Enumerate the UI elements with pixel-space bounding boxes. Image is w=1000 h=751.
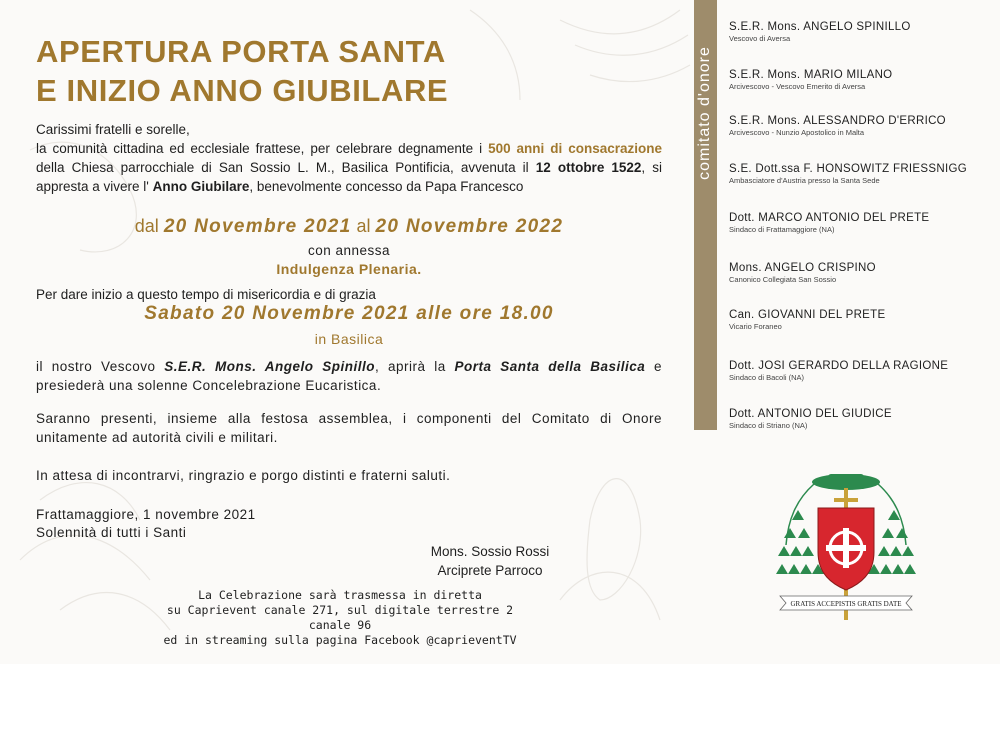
intro-highlight-date: 12 ottobre 1522 (535, 160, 642, 175)
motto-text: GRATIS ACCEPISTIS GRATIS DATE (790, 600, 902, 608)
broadcast-line-1: La Celebrazione sarà trasmessa in diretta (198, 588, 482, 602)
period-end: 20 Novembre 2022 (375, 216, 564, 237)
page-title (36, 32, 448, 110)
member-role: Arcivescovo - Nunzio Apostolico in Malta (729, 128, 865, 137)
committee-member (729, 407, 994, 431)
period-start: 20 Novembre 2021 (163, 216, 352, 237)
intro-text-c: della Chiesa parrocchiale di San Sossio L. M., Basilica Pontificia, avvenuta il (36, 160, 536, 175)
title-line-1: APERTURA PORTA SANTA (36, 34, 446, 69)
intro-highlight-jubilee: Anno Giubilare (152, 179, 250, 194)
broadcast-line-2: su Caprievent canale 271, sul digitale terrestre 2 canale 96 (166, 603, 514, 632)
intro-text-e: , si appresta a vivere l' (36, 160, 662, 194)
member-role: Canonico Collegiata San Sossio (729, 275, 837, 284)
intro-paragraph (36, 120, 662, 196)
committee-label-box (694, 18, 717, 208)
committee-member (729, 114, 994, 138)
member-role: Vicario Foraneo (729, 322, 782, 331)
committee-member (729, 68, 994, 92)
member-role: Sindaco di Frattamaggiore (NA) (729, 225, 835, 234)
broadcast-notice (150, 588, 530, 648)
title-line-2: E INIZIO ANNO GIUBILARE (36, 73, 449, 108)
member-role: Arcivescovo - Vescovo Emerito di Aversa (729, 82, 866, 91)
member-name: S.E.R. Mons. MARIO MILANO (729, 69, 893, 81)
member-role: Sindaco di Bacoli (NA) (729, 373, 805, 382)
member-role: Ambasciatore d'Austria presso la Santa Sede (729, 176, 880, 185)
committee-member (729, 359, 994, 383)
period-dal: dal (134, 216, 164, 236)
galero-hat (812, 474, 880, 490)
signature-block (400, 542, 580, 580)
member-name: Dott. MARCO ANTONIO DEL PRETE (729, 212, 930, 224)
presence-paragraph: Saranno presenti, insieme alla festosa assemblea, i componenti del Comitato di Onore unitamente ad autorità civili e militari. (36, 411, 662, 445)
bishop-name: S.E.R. Mons. Angelo Spinillo (164, 359, 375, 374)
member-name: Dott. ANTONIO DEL GIUDICE (729, 408, 892, 420)
committee-member (729, 162, 994, 186)
opening-place: in Basilica (314, 331, 384, 347)
holy-door-text: Porta Santa della Basilica (454, 359, 646, 374)
period-al: al (351, 216, 376, 236)
member-name: S.E.R. Mons. ALESSANDRO D'ERRICO (729, 115, 946, 127)
bishop-paragraph (36, 357, 662, 395)
broadcast-line-3: ed in streaming sulla pagina Facebook @caprieventTV (163, 633, 517, 647)
member-name: Mons. ANGELO CRISPINO (729, 262, 876, 274)
episcopal-coat-of-arms (776, 470, 916, 630)
intro-highlight-anniversary: 500 anni di consacrazione (488, 141, 662, 156)
committee-member (729, 261, 994, 285)
motto-ribbon (780, 596, 912, 610)
member-name: S.E. Dott.ssa F. HONSOWITZ FRIESSNIGG (729, 163, 967, 175)
committee-member (729, 308, 994, 332)
intro-text-a: la comunità cittadina ed ecclesiale frattese, per celebrare degnamente i (36, 141, 489, 156)
solemnity: Solennità di tutti i Santi (36, 525, 187, 540)
shield (818, 508, 874, 590)
member-role: Vescovo di Aversa (729, 34, 791, 43)
place-date: Frattamaggiore, 1 novembre 2021 (36, 507, 256, 522)
committee-sidebar (694, 0, 717, 430)
bishop-text-e: e presiederà una solenne Concelebrazione Eucaristica. (36, 359, 662, 393)
member-name: S.E.R. Mons. ANGELO SPINILLO (729, 21, 911, 33)
annessa-text: con annessa (307, 243, 391, 258)
bishop-text-c: , aprirà la (374, 359, 455, 374)
member-role: Sindaco di Striano (NA) (729, 421, 808, 430)
signer-name: Mons. Sossio Rossi (430, 544, 550, 559)
greetings-paragraph: In attesa di incontrarvi, ringrazio e porgo distinti e fraterni saluti. (36, 468, 451, 483)
committee-label: comitato d'onore (696, 46, 713, 180)
member-name: Can. GIOVANNI DEL PRETE (729, 309, 886, 321)
signer-role: Arciprete Parroco (437, 563, 543, 578)
indulgence-text: Indulgenza Plenaria. (276, 261, 422, 277)
jubilee-period (36, 216, 662, 238)
intro-text-g: , benevolmente concesso da Papa Francesco (249, 179, 524, 194)
opening-intro: Per dare inizio a questo tempo di misericordia e di grazia (36, 287, 376, 302)
committee-member (729, 20, 994, 44)
bishop-text-a: il nostro Vescovo (36, 359, 165, 374)
member-name: Dott. JOSI GERARDO DELLA RAGIONE (729, 360, 949, 372)
greeting: Carissimi fratelli e sorelle, (36, 122, 190, 137)
committee-member (729, 211, 994, 235)
opening-datetime: Sabato 20 Novembre 2021 alle ore 18.00 (144, 303, 554, 324)
